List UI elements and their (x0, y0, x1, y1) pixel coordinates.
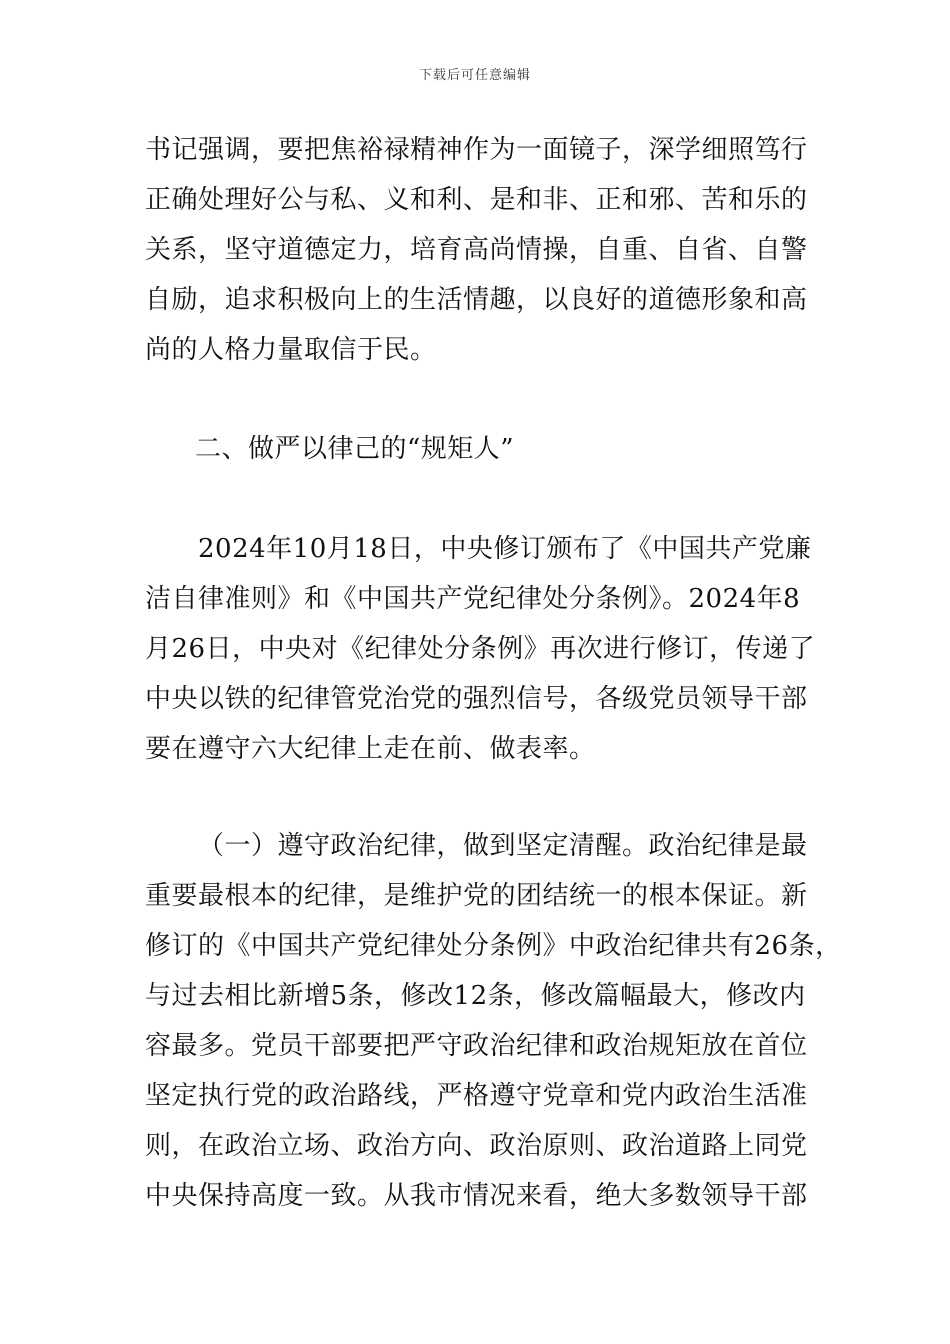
text-line: 尚的人格力量取信于民。 (145, 335, 437, 365)
page-header: 下载后可任意编辑 (418, 68, 531, 83)
text-line: 与过去相比新增5条，修改12条，修改篇幅最大，修改内 (145, 981, 806, 1011)
text-line: 月26日，中央对《纪律处分条例》再次进行修订，传递了 (145, 634, 816, 664)
text-line: 则，在政治立场、政治方向、政治原则、政治道路上同党 (145, 1131, 808, 1161)
text-line: 书记强调，要把焦裕禄精神作为一面镜子，深学细照笃行 (145, 135, 808, 165)
text-line: 关系，坚守道德定力，培育高尚情操，自重、自省、自警 (145, 235, 808, 265)
subsection-heading: （一）遵守政治纪律，做到坚定清醒。政治纪律是最 (198, 831, 808, 861)
text-line: 坚定执行党的政治路线，严格遵守党章和党内政治生活准 (145, 1081, 808, 1111)
text-line: 修订的《中国共产党纪律处分条例》中政治纪律共有26条， (145, 931, 842, 961)
text-line: 要在遵守六大纪律上走在前、做表率。 (145, 734, 596, 764)
text-line: 重要最根本的纪律，是维护党的团结统一的根本保证。新 (145, 881, 808, 911)
text-line: 自励，追求积极向上的生活情趣，以良好的道德形象和高 (145, 285, 808, 315)
text-line: 中央保持高度一致。从我市情况来看，绝大多数领导干部 (145, 1181, 808, 1211)
text-line: 正确处理好公与私、义和利、是和非、正和邪、苦和乐的 (145, 185, 808, 215)
text-line: 洁自律准则》和《中国共产党纪律处分条例》。2024年8 (145, 584, 801, 614)
text-line: 容最多。党员干部要把严守政治纪律和政治规矩放在首位 (145, 1031, 808, 1061)
text-line: 中央以铁的纪律管党治党的强烈信号，各级党员领导干部 (145, 684, 808, 714)
text-line: 2024年10月18日，中央修订颁布了《中国共产党廉 (198, 534, 812, 564)
section-heading: 二、做严以律己的“规矩人” (195, 434, 515, 464)
